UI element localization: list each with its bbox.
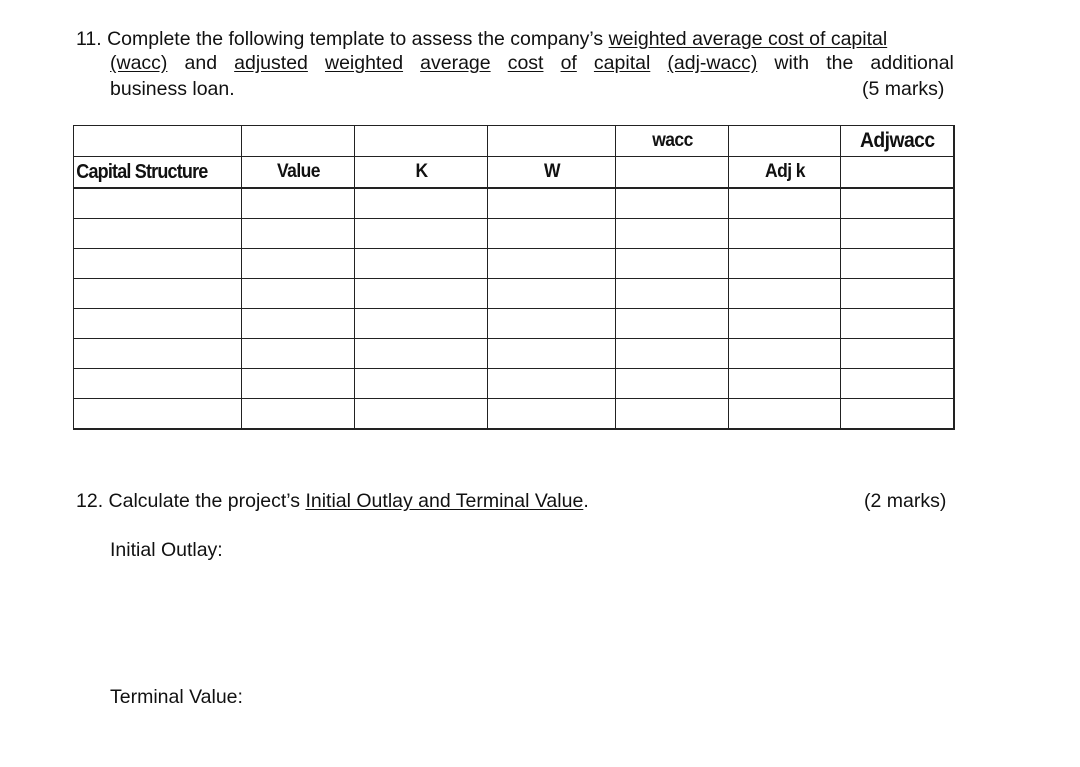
table-cell[interactable] [841, 249, 954, 279]
table-cell[interactable] [355, 369, 488, 399]
table-body [74, 188, 954, 429]
wacc-header: wacc [620, 126, 724, 157]
question-11-word: the [826, 52, 854, 74]
table-cell[interactable] [488, 279, 616, 309]
table-cell[interactable] [729, 126, 841, 157]
table-cell[interactable] [242, 399, 355, 430]
question-11-word: with [774, 52, 810, 74]
table-cell[interactable] [616, 309, 729, 339]
table-cell[interactable] [729, 399, 841, 430]
table-row [74, 279, 954, 309]
table-cell[interactable] [74, 219, 242, 249]
table-cell[interactable] [488, 188, 616, 219]
table-cell[interactable] [74, 399, 242, 430]
table-cell[interactable] [242, 249, 355, 279]
table-cell[interactable] [841, 279, 954, 309]
question-12-line [76, 489, 589, 514]
question-12-prefix: Calculate the project’s [108, 490, 306, 512]
table-cell[interactable] [729, 339, 841, 369]
table-cell[interactable] [355, 188, 488, 219]
wacc-template-table [73, 125, 955, 430]
table-cell[interactable] [488, 369, 616, 399]
table-cell[interactable] [74, 249, 242, 279]
question-11-word: capital [593, 52, 651, 74]
table-cell[interactable] [242, 369, 355, 399]
table-cell[interactable] [729, 219, 841, 249]
question-11-word: adjusted [234, 52, 308, 74]
table-cell[interactable] [74, 369, 242, 399]
terminal-value-label: Terminal Value: [110, 686, 243, 708]
table-cell[interactable] [242, 188, 355, 219]
w-header: W [493, 157, 611, 189]
table-top-header-row [74, 126, 954, 157]
table-cell[interactable] [729, 369, 841, 399]
table-cell[interactable] [355, 219, 488, 249]
table-cell[interactable] [355, 126, 488, 157]
table-cell[interactable] [242, 126, 355, 157]
question-11-word: and [184, 52, 218, 74]
question-12-marks: (2 marks) [864, 490, 947, 512]
question-11-word: additional [870, 52, 954, 74]
table-cell[interactable] [616, 339, 729, 369]
table-cell[interactable] [841, 157, 954, 189]
table-cell[interactable] [242, 279, 355, 309]
table-cell[interactable] [74, 279, 242, 309]
question-11-marks: (5 marks) [862, 78, 945, 100]
question-11-word: weighted [324, 52, 404, 74]
table-cell[interactable] [355, 309, 488, 339]
table-row [74, 339, 954, 369]
table-cell[interactable] [355, 339, 488, 369]
table-cell[interactable] [242, 309, 355, 339]
k-header: K [360, 157, 482, 189]
table-cell[interactable] [841, 219, 954, 249]
table-cell[interactable] [74, 188, 242, 219]
value-header: Value [246, 157, 350, 189]
table-cell[interactable] [729, 279, 841, 309]
table-cell[interactable] [74, 339, 242, 369]
table-cell[interactable] [616, 399, 729, 430]
question-11-line-2 [110, 51, 954, 76]
table-cell[interactable] [729, 249, 841, 279]
adjwacc-header: Adjwacc [845, 126, 949, 157]
table-cell[interactable] [74, 309, 242, 339]
question-11-word: of [560, 52, 577, 74]
wacc-term-link: weighted average cost of capital [608, 28, 888, 50]
table-cell[interactable] [841, 309, 954, 339]
question-11-word: average [420, 52, 491, 74]
table-row [74, 369, 954, 399]
question-11-word: (adj-wacc) [667, 52, 758, 74]
question-11-prefix: Complete the following template to assess the company’s [107, 28, 609, 50]
table-cell[interactable] [74, 126, 242, 157]
question-12-number: 12. [76, 490, 104, 512]
table-row [74, 219, 954, 249]
table-cell[interactable] [616, 249, 729, 279]
table-cell[interactable] [355, 399, 488, 430]
initial-outlay-label: Initial Outlay: [110, 539, 223, 561]
adj-k-header: Adj k [733, 157, 836, 189]
table-cell[interactable] [488, 309, 616, 339]
table-row [74, 309, 954, 339]
table-cell[interactable] [355, 249, 488, 279]
table-row [74, 249, 954, 279]
question-11-line-3: business loan. [110, 78, 235, 100]
question-11-word: cost [507, 52, 544, 74]
question-12-suffix: . [583, 490, 589, 512]
capital-structure-header: Capital Structure [74, 157, 225, 189]
table-cell[interactable] [242, 339, 355, 369]
table-cell[interactable] [616, 219, 729, 249]
table-row [74, 399, 954, 430]
question-11-number: 11. [76, 28, 102, 50]
table-cell[interactable] [488, 219, 616, 249]
table-cell[interactable] [355, 279, 488, 309]
table-cell[interactable] [488, 126, 616, 157]
table-cell[interactable] [616, 188, 729, 219]
table-cell[interactable] [841, 369, 954, 399]
table-cell[interactable] [488, 399, 616, 430]
question-11-word: (wacc) [110, 52, 168, 74]
table-row [74, 188, 954, 219]
table-cell[interactable] [841, 339, 954, 369]
table-cell[interactable] [729, 309, 841, 339]
question-11-line-1 [76, 27, 887, 52]
table-cell[interactable] [729, 188, 841, 219]
table-cell[interactable] [841, 188, 954, 219]
table-cell[interactable] [616, 369, 729, 399]
initial-outlay-terminal-value-link: Initial Outlay and Terminal Value [305, 490, 584, 512]
table-cell[interactable] [841, 399, 954, 430]
table-cell[interactable] [616, 157, 729, 189]
table-column-header-row [74, 157, 954, 189]
table-cell[interactable] [488, 249, 616, 279]
table-cell[interactable] [616, 279, 729, 309]
table-cell[interactable] [242, 219, 355, 249]
table-cell[interactable] [488, 339, 616, 369]
